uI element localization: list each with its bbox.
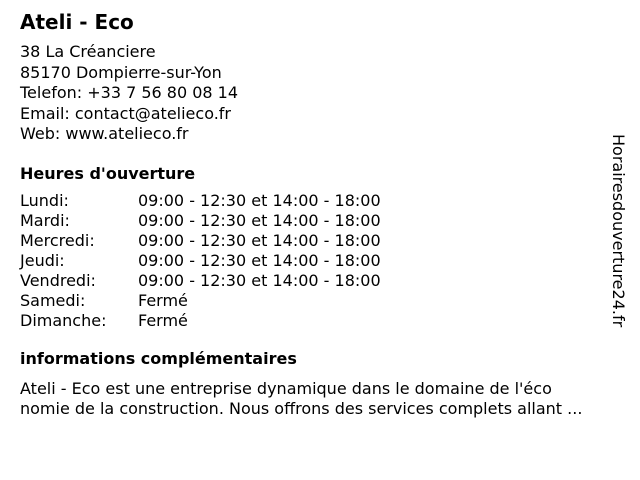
- day-hours: 09:00 - 12:30 et 14:00 - 18:00: [138, 270, 381, 290]
- day-label: Vendredi:: [20, 270, 96, 290]
- hours-row-tuesday: [20, 211, 620, 231]
- day-hours: 09:00 - 12:30 et 14:00 - 18:00: [138, 210, 381, 230]
- address-line-street: 38 La Créanciere: [20, 42, 156, 61]
- description-line-2: nomie de la construction. Nous offrons des services complets allant ...: [20, 398, 583, 418]
- day-label: Lundi:: [20, 190, 69, 210]
- hours-row-thursday: [20, 251, 620, 271]
- day-label: Mardi:: [20, 210, 70, 230]
- day-hours: Fermé: [138, 290, 188, 310]
- hours-row-wednesday: [20, 231, 620, 251]
- hours-row-sunday: [20, 311, 620, 331]
- business-name: Ateli - Eco: [20, 10, 134, 34]
- phone-line: Telefon: +33 7 56 80 08 14: [20, 83, 239, 102]
- day-hours: Fermé: [138, 310, 188, 330]
- hours-row-saturday: [20, 291, 620, 311]
- address-line-city: 85170 Dompierre-sur-Yon: [20, 62, 222, 82]
- day-hours: 09:00 - 12:30 et 14:00 - 18:00: [138, 230, 381, 250]
- day-label: Mercredi:: [20, 230, 95, 250]
- day-hours: 09:00 - 12:30 et 14:00 - 18:00: [138, 190, 381, 210]
- web-line: Web: www.atelieco.fr: [20, 124, 189, 143]
- opening-hours-heading: Heures d'ouverture: [20, 163, 196, 183]
- day-label: Dimanche:: [20, 310, 107, 330]
- description-line-1: Ateli - Eco est une entreprise dynamique dans le domaine de l'éco: [20, 378, 552, 398]
- day-label: Samedi:: [20, 290, 86, 310]
- site-watermark: Horairesdouverture24.fr: [609, 134, 628, 328]
- business-card: [20, 8, 620, 419]
- email-line: Email: contact@atelieco.fr: [20, 103, 231, 123]
- hours-row-monday: [20, 191, 620, 211]
- day-hours: 09:00 - 12:30 et 14:00 - 18:00: [138, 250, 381, 270]
- opening-hours-table: [20, 191, 620, 331]
- additional-info-heading: informations complémentaires: [20, 348, 297, 368]
- day-label: Jeudi:: [20, 250, 65, 270]
- hours-row-friday: [20, 271, 620, 291]
